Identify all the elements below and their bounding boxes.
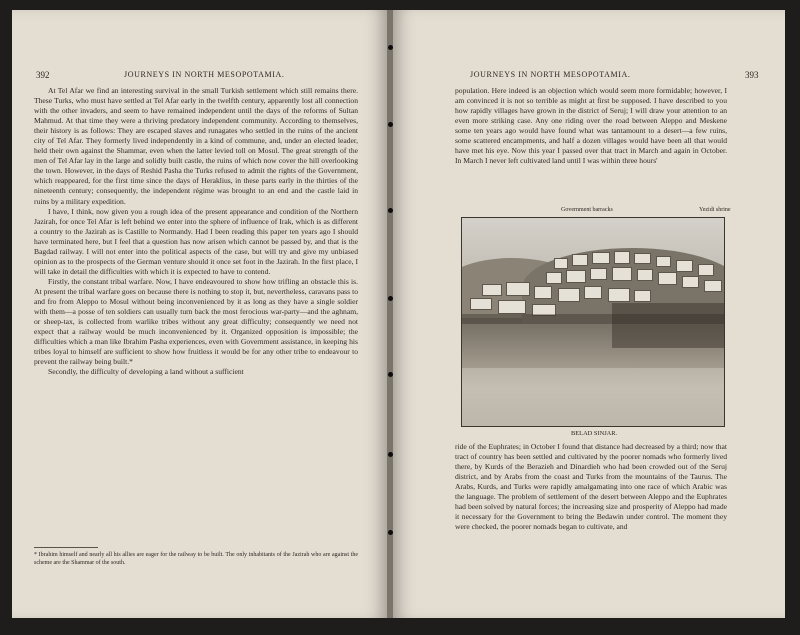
photo-label: Government barracks	[561, 207, 613, 213]
house	[546, 272, 562, 284]
page-number: 392	[36, 70, 50, 80]
house	[498, 300, 526, 314]
running-head: JOURNEYS IN NORTH MESOPOTAMIA.	[470, 70, 631, 79]
house	[584, 286, 602, 299]
paragraph: Firstly, the constant tribal warfare. Now, I have endeavoured to show how trifling an obstacle this is. At present the tribal warfare goes on because there is nothing to stop it, but, nevertheless, caravans pass to and fro from Aleppo to Mosul without being inconvenienced by it as long as they have a single soldier with them—a posse of ten soldiers can usually turn back the most ferocious war-party—and the aghnam, or sheep-tax, is collected from warlike tribes without any great difficulty; consequently we need not expect that a railway would be much inconvenienced by it. Organized opposition is impossible; the difficulties which a man like Ibrahim Pasha experiences, even with Government assistance, in keeping his tribes loyal to himself are sufficient to show how fruitless it would be for any other tribe to endeavour to prevent the railway being built.*	[34, 276, 358, 367]
house	[590, 268, 607, 280]
binding-hole	[388, 208, 393, 213]
binding-hole	[388, 296, 393, 301]
house	[682, 276, 699, 288]
binding-hole	[388, 372, 393, 377]
house	[676, 260, 693, 272]
hillside-shadow	[612, 303, 724, 348]
running-head: JOURNEYS IN NORTH MESOPOTAMIA.	[124, 70, 285, 79]
house	[592, 252, 610, 264]
paragraph: Secondly, the difficulty of developing a land without a sufficient	[48, 367, 244, 377]
house	[554, 258, 568, 269]
house	[572, 254, 588, 266]
house	[614, 251, 630, 264]
photo-label: Yezidi shrine	[699, 207, 731, 213]
binding-hole	[388, 45, 393, 50]
house	[482, 284, 502, 296]
right-top-text: population. Here indeed is an objection which would seem more formidable; however, I am convinced it is not so terrible as might at first be supposed. I have described to you how rapidly villages have grown in the district of Seruj; I will draw your attention to an even more striking case. Any one riding over the road between Aleppo and Meskene some ten years ago would have found what was tantamount to a desert—a few ruins, some scattered encampments, and half a dozen villages would have been all that would have met his eye. Now this year I passed over that tract in March and again in October. In March I never left cultivated land until I was within three hours'	[455, 86, 727, 166]
house	[658, 272, 677, 285]
paragraph: At Tel Afar we find an interesting survival in the small Turkish settlement which still remains there. These Turks, who must have settled at Tel Afar early in the twelfth century, apparently lost all connection with the other invaders, and seem to have remained independent until the days of the reforms of Sultan Mahmud. At that time they were a thriving predatory independent community. According to themselves, their history is as follows: They are escaped slaves and runagates who settled in the ruins of the ancient city of Tel Afar. They formerly lived independently in a kind of commune, and, under an elected leader, held their own against the Shammar, even when the latter levied toll on Mosul. The great strength of the men of Tel Afar lay in the large and solidly built castle, the ruins of which now cover the hill overlooking the town. However, in the days of Reshid Pasha the Turks refused to admit the rights of the Government, which reappeared, for the first time since the days of Heraklius, in these parts early in the thirties of the nineteenth century; consequently, the independent régime was brought to an end and the castle laid in ruins by a military expedition.	[34, 86, 358, 206]
paragraph: I have, I think, now given you a rough idea of the present appearance and condition of the Northern Jazirah, for once Tel Afar is left behind we enter into the sphere of influence of Irak, which is as different a country to the Jazirah as is Castille to Normandy. Had I been reading this paper ten years ago I should have terminated here, but I feel that a question has now arisen which cannot be passed by, and that is the Bagdad railway. I will not enter into the political aspects of the case, but will try and give my unbiased opinion as to the prospects of the German venture should it once set foot in the Jazirah. In the first place, I will take in detail the difficulties with which it is expected to have to contend.	[34, 206, 358, 276]
right-bottom-text: ride of the Euphrates; in October I found that distance had decreased by a third; now that tract of country has been settled and cultivated by the poorer nomads who formerly lived there, by Kurds of the Berazieh and Dinardieh who had been crowded out of the Seruj district, and by Arabs from the coast and Turks from the mountains of the Taurus. The Arabs, Kurds, and Turks were rapidly amalgamating into one race of which Arabic was the language. The problem of settlement of the desert between Aleppo and the Euphrates had been solved by natural forces; the increasing size and prosperity of Aleppo had made it necessary for the Government to bring the Bedawin under control. The moment they were checked, the poorer nomads began to cultivate, and	[455, 442, 727, 532]
page-number: 393	[745, 70, 759, 80]
house	[612, 267, 632, 281]
left-page	[12, 10, 387, 618]
house	[566, 270, 586, 283]
binding-hole	[388, 122, 393, 127]
footnote: * Ibrahim himself and nearly all his allies are eager for the railway to be built. The only inhabitants of the Jazirah who are against the scheme are the Shammar of the south.	[34, 552, 358, 566]
house	[506, 282, 530, 296]
foreground-field	[462, 368, 724, 426]
binding-hole	[388, 530, 393, 535]
house	[698, 264, 714, 276]
house	[637, 269, 653, 281]
house	[534, 286, 552, 299]
house	[656, 256, 671, 267]
house	[704, 280, 722, 292]
house	[470, 298, 492, 310]
house	[558, 288, 580, 302]
left-body-text	[34, 86, 358, 377]
photo-caption: BELAD SINJAR.	[571, 430, 618, 437]
house	[634, 253, 651, 264]
right-page	[393, 10, 785, 618]
town-photograph	[461, 217, 725, 427]
binding-hole	[388, 452, 393, 457]
house	[608, 288, 630, 302]
house	[634, 290, 651, 302]
footnote-rule	[34, 547, 98, 548]
